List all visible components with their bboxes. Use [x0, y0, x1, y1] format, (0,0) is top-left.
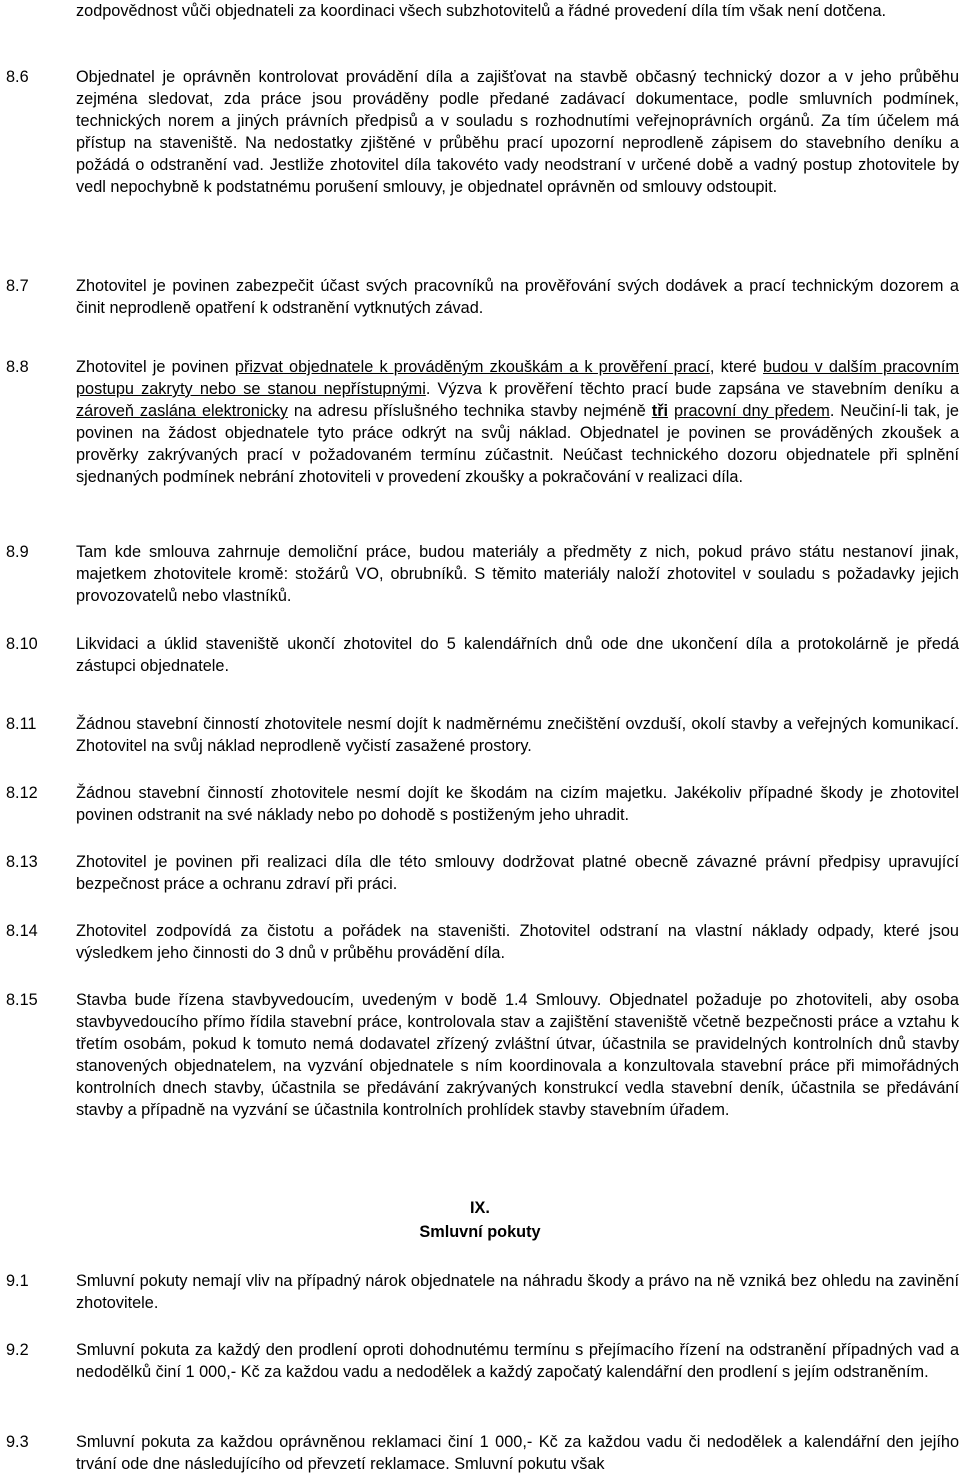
- section-number: IX.: [470, 1199, 490, 1217]
- clause-text: Stavba bude řízena stavbyvedoucím, uvedeným v bodě 1.4 Smlouvy. Objednatel požaduje po zhotoviteli, aby osoba stavbyvedoucího přímo řídila stavební práce, kontrolovala stav a zajištění staveniště včetně bezpečnosti práce a vztahu k třetím osobám, pokud k tomuto nemá dodavatel zřízený zvláštní útvar, účastnila se pravidelných kontrolních dnů stavby stanovených objednatelem, na vyzvání objednatele s ním koordinovala a konzultovala stavební práce při mimořádných kontrolních dnech stavby, účastnila se předávání zakrývaných konstrukcí vedla stavební deník, účastnila se předávání stavby a případně na vyzvání se účastnila kontrolních prohlídek stavby stavebním úřadem.: [76, 991, 959, 1119]
- clause-number: 8.10: [6, 635, 38, 653]
- intro-text: zodpovědnost vůči objednateli za koordinaci všech subzhotovitelů a řádné provedení díla tím však není dotčena.: [76, 2, 887, 20]
- bold-underlined-text: tři: [651, 402, 669, 420]
- text-run: . Neučiní-li tak, je povinen na žádost objednatele tyto práce odkrýt na svůj náklad. Objednatel je povinen se prováděných zkoušek a prověrky zakrývaných prací v požadovaném termínu zúčastnit. Neúčast technického dozoru objednatele při splnění sjednaných podmínek nebrání zhotoviteli v provedení zkoušky a pokračování v realizaci díla.: [76, 402, 959, 486]
- clause-number: 8.8: [6, 358, 29, 376]
- underlined-text: pracovní dny předem: [674, 402, 830, 420]
- clause-text: Zhotovitel zodpovídá za čistotu a pořádek na staveništi. Zhotovitel odstraní na vlastní náklady odpady, které jsou výsledkem jeho činnosti do 3 dnů v průběhu provádění díla.: [76, 922, 959, 962]
- clause-number: 8.9: [6, 543, 29, 561]
- text-run: Zhotovitel je povinen: [76, 358, 235, 376]
- section-title: Smluvní pokuty: [419, 1223, 541, 1241]
- clause-number: 8.6: [6, 68, 29, 86]
- clause-text: Žádnou stavební činností zhotovitele nesmí dojít k nadměrnému znečištění ovzduší, okolí stavby a veřejných komunikací. Zhotovitel na svůj náklad neprodleně vyčistí zasažené prostory.: [76, 715, 959, 755]
- clause-text: [76, 356, 959, 488]
- clause-number: 8.12: [6, 784, 38, 802]
- clause-text: Likvidaci a úklid staveniště ukončí zhotovitel do 5 kalendářních dnů ode dne ukončení díla a protokolárně je předá zástupci objednatele.: [76, 635, 959, 675]
- clause-number: 8.13: [6, 853, 38, 871]
- underlined-text: zároveň zaslána elektronicky: [76, 402, 288, 420]
- clause-number: 8.11: [6, 715, 37, 733]
- underlined-text: budou v dalším pracovním postupu zakryty nebo se stanou nepřístupnými: [76, 358, 959, 398]
- clause-number: 9.3: [6, 1433, 29, 1451]
- clause-text: Objednatel je oprávněn kontrolovat provádění díla a zajišťovat na stavbě občasný technický dozor a v jeho průběhu zejména sledovat, zda práce jsou prováděny podle předané zadávací dokumentace, podle smluvních podmínek, technických norem a jiných právních předpisů a v souladu s rozhodnutími veřejnoprávních orgánů. Za tím účelem má přístup na staveniště. Na nedostatky zjištěné v průběhu prací upozorní neprodleně zápisem do stavebního deníku a požádá o odstranění vad. Jestliže zhotovitel díla takovéto vady neodstraní v určené době a vadný postup zhotovitele by vedl nepochybně k podstatnému porušení smlouvy, je objednatel oprávněn od smlouvy odstoupit.: [76, 68, 959, 196]
- clause-number: 9.1: [6, 1272, 29, 1290]
- clause-number: 8.14: [6, 922, 38, 940]
- clause-text: Smluvní pokuta za každý den prodlení oproti dohodnutému termínu s přejímacího řízení na odstranění případných vad a nedodělků činí 1 000,- Kč za každou vadu a nedodělek a každý započatý kalendářní den prodlení s jejím odstraněním.: [76, 1341, 959, 1381]
- clause-text: Zhotovitel je povinen při realizaci díla dle této smlouvy dodržovat platné obecně závazné právní předpisy upravující bezpečnost práce a ochranu zdraví při práci.: [76, 853, 959, 893]
- clause-number: 8.15: [6, 991, 38, 1009]
- clause-text: Zhotovitel je povinen zabezpečit účast svých pracovníků na prověřování svých dodávek a prací technickým dozorem a činit neprodleně opatření k odstranění vytknutých závad.: [76, 277, 959, 317]
- clause-number: 9.2: [6, 1341, 29, 1359]
- text-run: na adresu příslušného technika stavby nejméně: [287, 402, 652, 420]
- clause-number: 8.7: [6, 277, 29, 295]
- text-run: , které: [709, 358, 763, 376]
- clause-text: Žádnou stavební činností zhotovitele nesmí dojít ke škodám na cizím majetku. Jakékoliv případné škody je zhotovitel povinen odstranit na své náklady nebo po dohodě s postiženým jeho uhradit.: [76, 784, 959, 824]
- underlined-text: přizvat objednatele k prováděným zkouškám a k prověření prací: [234, 358, 710, 376]
- clause-text: Smluvní pokuty nemají vliv na případný nárok objednatele na náhradu škody a právo na ně vzniká bez ohledu na zavinění zhotovitele.: [76, 1272, 959, 1312]
- clause-text: Smluvní pokuta za každou oprávněnou reklamaci činí 1 000,- Kč za každou vadu či nedodělek a kalendářní den jejího trvání ode dne následujícího od převzetí reklamace. Smluvní pokutu však: [76, 1433, 959, 1473]
- clause-text: Tam kde smlouva zahrnuje demoliční práce, budou materiály a předměty z nich, pokud právo státu nestanoví jinak, majetkem zhotovitele kromě: stožárů VO, obrubníků. S těmito materiály naloží zhotovitel v souladu s požadavky jejich provozovatelů nebo vlastníků.: [76, 543, 959, 605]
- text-run: . Výzva k prověření těchto prací bude zapsána ve stavebním deníku a: [425, 380, 959, 398]
